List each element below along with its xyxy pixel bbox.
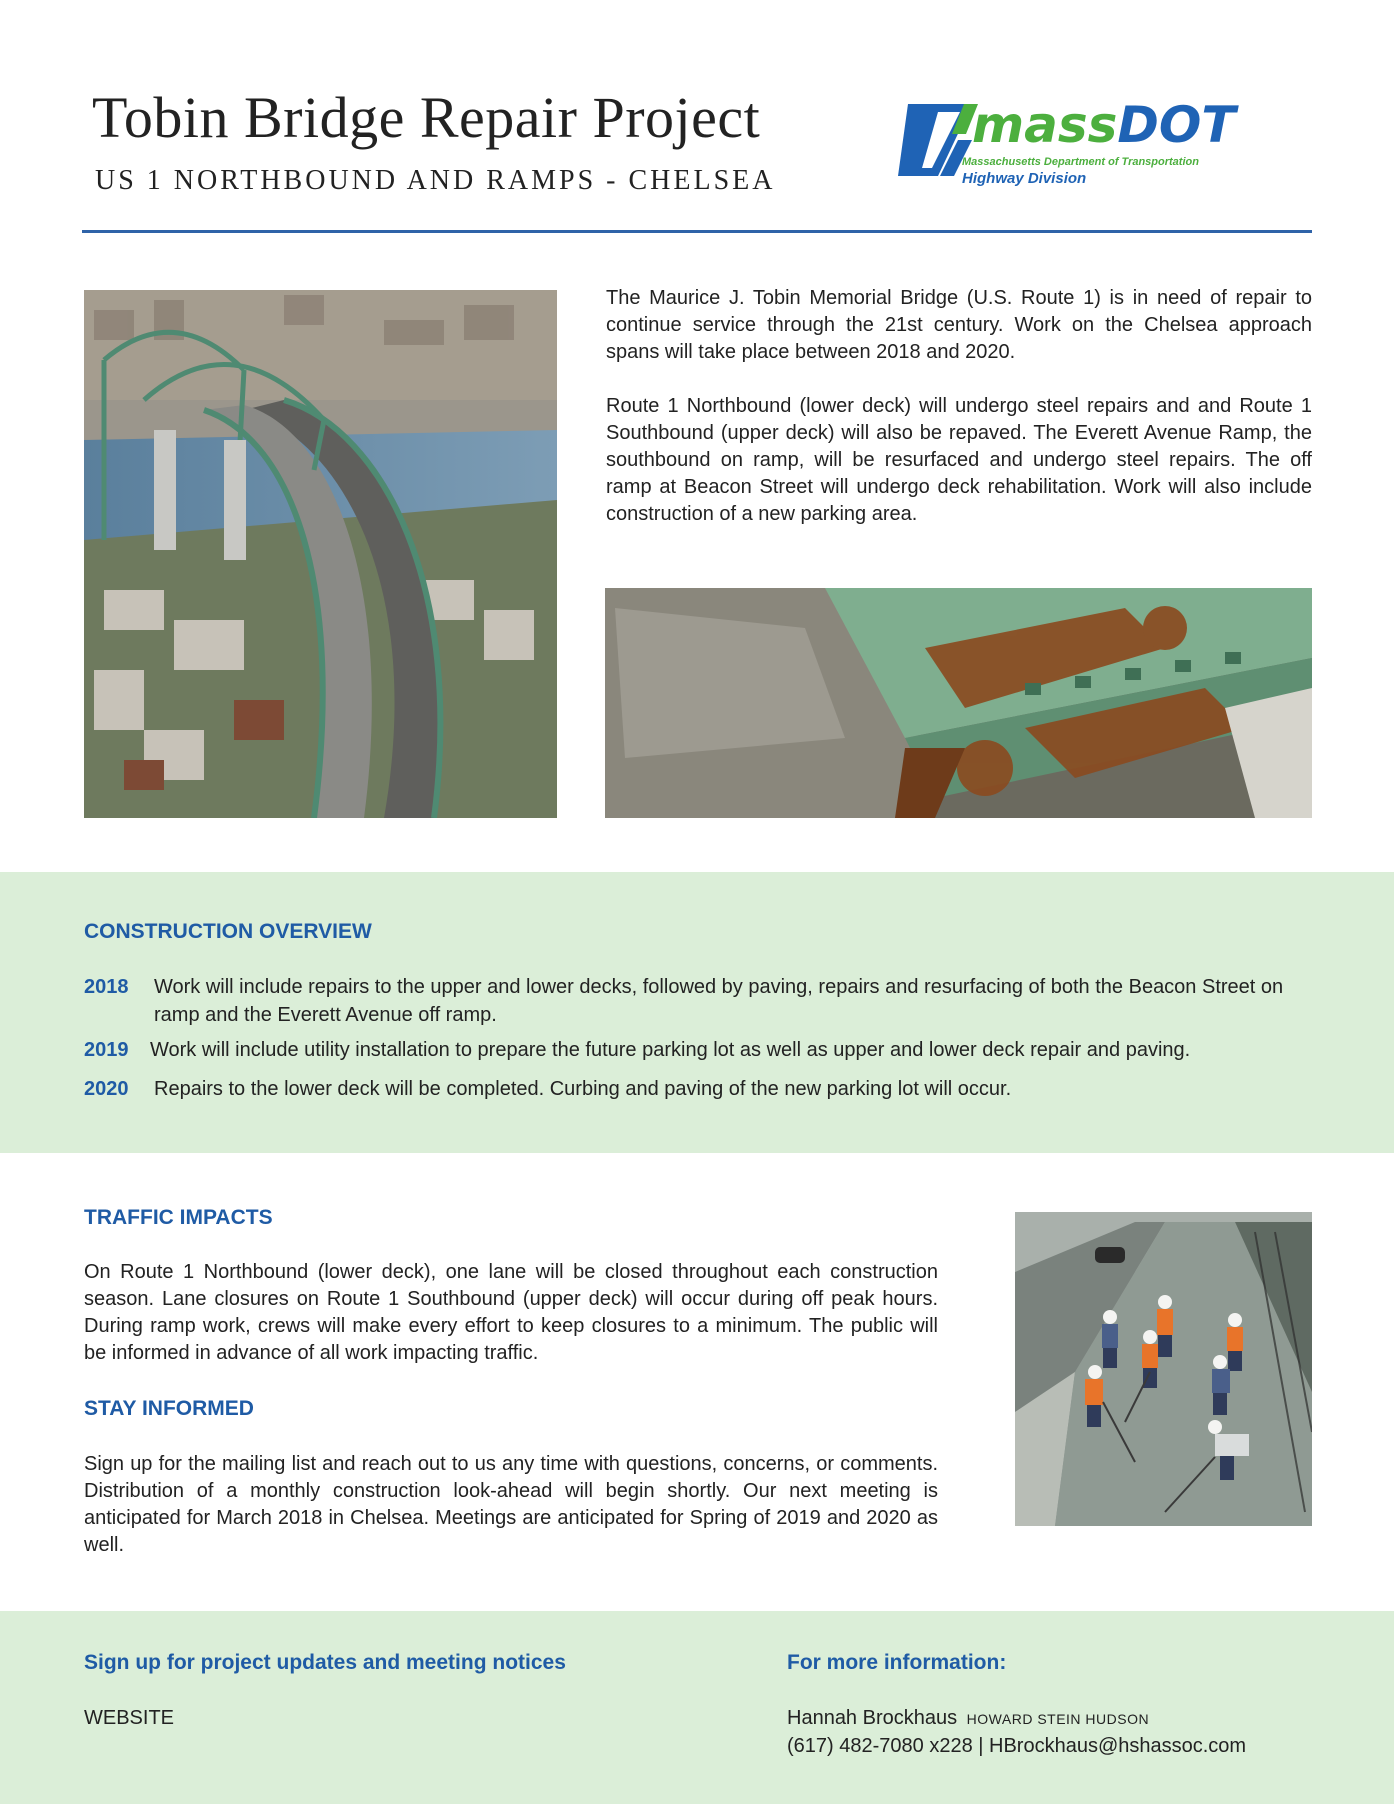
footer-band bbox=[0, 1611, 1394, 1804]
contact-organization: HOWARD STEIN HUDSON bbox=[966, 1711, 1150, 1727]
overview-item-2019 bbox=[84, 1036, 1324, 1064]
massdot-logo bbox=[898, 96, 1303, 196]
contact-details-line bbox=[787, 1735, 1246, 1758]
overview-year: 2019 bbox=[84, 1039, 129, 1061]
stay-informed-heading: STAY INFORMED bbox=[84, 1397, 254, 1420]
contact-name-line bbox=[787, 1707, 1149, 1730]
signup-heading: Sign up for project updates and meeting notices bbox=[84, 1651, 566, 1674]
intro-paragraph-2: Route 1 Northbound (lower deck) will undergo steel repairs and and Route 1 Southbound (upper deck) will also be repaved. The Everett Avenue Ramp, the southbound on ramp, will be resurfaced and undergo steel repairs. The off ramp at Beacon Street will undergo deck rehabilitation. Work will also include construction of a new parking area. bbox=[606, 395, 1312, 525]
overview-text: Work will include utility installation to prepare the future parking lot as well as upper and lower deck repair and paving. bbox=[150, 1039, 1191, 1061]
bridge-aerial-photo bbox=[84, 290, 557, 818]
page-title: Tobin Bridge Repair Project bbox=[92, 85, 761, 150]
logo-division-line: Highway Division bbox=[962, 170, 1087, 187]
page-subtitle: US 1 NORTHBOUND AND RAMPS - CHELSEA bbox=[95, 165, 776, 196]
intro-paragraph-1: The Maurice J. Tobin Memorial Bridge (U.S. Route 1) is in need of repair to continue service through the 21st century. Work on the Chelsea approach spans will take place between 2018 and 2020. bbox=[606, 287, 1312, 363]
contact-name: Hannah Brockhaus bbox=[787, 1707, 958, 1729]
traffic-impacts-text: On Route 1 Northbound (lower deck), one lane will be closed throughout each construction season. Lane closures on Route 1 Southbound (upper deck) will occur during off peak hours. During ramp work, crews will make every effort to keep closures to a minimum. The public will be informed in advance of all work impacting traffic. bbox=[84, 1261, 938, 1364]
overview-text: Repairs to the lower deck will be completed. Curbing and paving of the new parking lot will occur. bbox=[154, 1078, 1012, 1100]
overview-text: Work will include repairs to the upper and lower decks, followed by paving, repairs and resurfacing of both the Beacon Street on ramp and the Everett Avenue off ramp. bbox=[154, 976, 1284, 1026]
logo-mass-text: mass bbox=[972, 96, 1118, 154]
header-divider bbox=[82, 230, 1312, 233]
intro-text bbox=[606, 285, 1312, 555]
overview-year: 2020 bbox=[84, 1078, 129, 1100]
corroded-steel-photo bbox=[605, 588, 1312, 818]
website-link[interactable]: WEBSITE bbox=[84, 1707, 175, 1729]
traffic-impacts-heading: TRAFFIC IMPACTS bbox=[84, 1206, 273, 1229]
contact-phone[interactable]: (617) 482-7080 x228 bbox=[787, 1735, 973, 1757]
contact-separator: | bbox=[972, 1735, 990, 1757]
construction-overview-heading: CONSTRUCTION OVERVIEW bbox=[84, 920, 372, 943]
logo-dot-text: DOT bbox=[1117, 96, 1236, 154]
overview-item-2018 bbox=[84, 973, 1324, 1029]
logo-agency-line: Massachusetts Department of Transportation bbox=[962, 156, 1199, 168]
logo-wordmark bbox=[972, 96, 1236, 154]
more-info-heading: For more information: bbox=[787, 1651, 1007, 1674]
overview-year: 2018 bbox=[84, 976, 129, 998]
overview-item-2020 bbox=[84, 1075, 1324, 1103]
stay-informed-text: Sign up for the mailing list and reach out to us any time with questions, concerns, or comments. Distribution of a monthly construction look-ahead will begin shortly. Our next meeting is anticipated for March 2018 in Chelsea. Meetings are anticipated for Spring of 2019 and 2020 as well. bbox=[84, 1453, 938, 1556]
paving-crew-photo bbox=[1015, 1212, 1312, 1526]
contact-email[interactable]: HBrockhaus@hshassoc.com bbox=[989, 1735, 1247, 1757]
